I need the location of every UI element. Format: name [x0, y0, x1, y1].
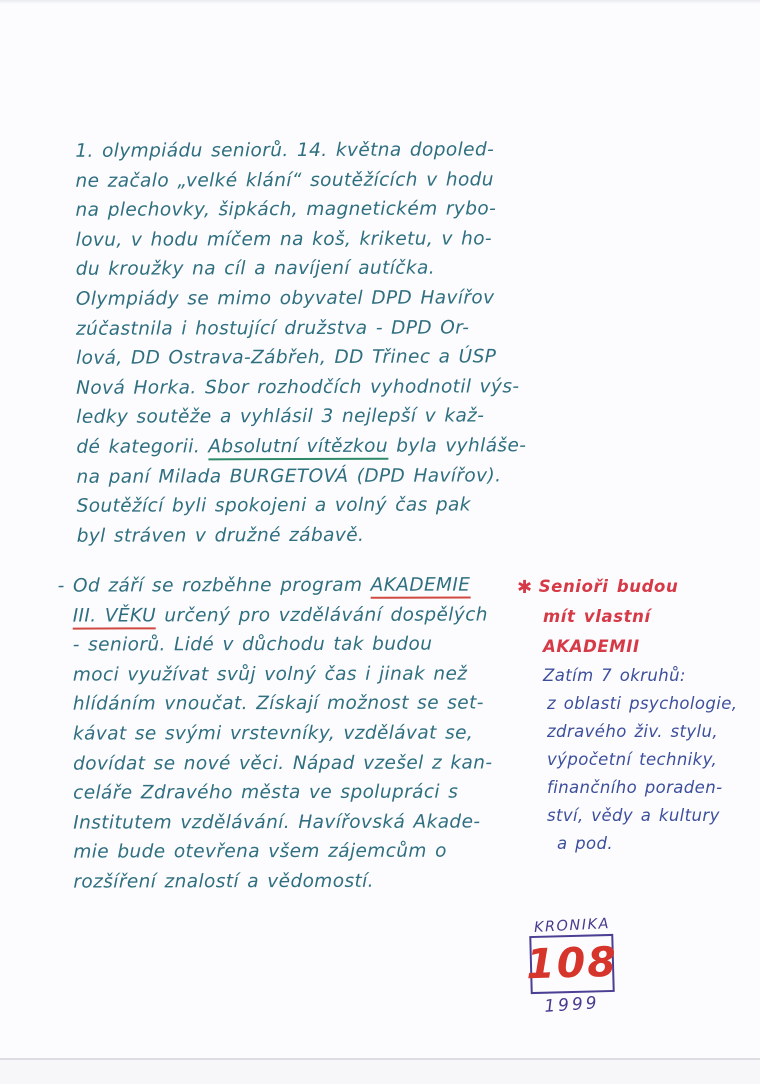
paragraph-olympiad: [75, 135, 536, 551]
handwritten-line: lovu, v hodu míčem na koš, kriketu, v ho-: [75, 228, 493, 251]
paragraph-academy: [58, 570, 529, 897]
line-text: - Od září se rozběhne program: [57, 574, 371, 597]
handwritten-line: 1. olympiádu seniorů. 14. května dopoled-: [75, 139, 495, 162]
handwritten-line: Soutěžící byli spokojeni a volný čas pak: [76, 494, 471, 517]
handwritten-line: hlídáním vnoučat. Získají možnost se set-: [72, 692, 484, 715]
stamp-label: KRONIKA: [533, 916, 611, 936]
handwritten-line: na plechovky, šipkách, magnetickém rybo-: [75, 198, 497, 221]
handwritten-line: rozšíření znalostí a vědomostí.: [73, 870, 374, 893]
handwritten-line: mie bude otevřena všem zájemcům o: [73, 840, 447, 863]
margin-note-red-line: mít vlastní: [543, 607, 651, 626]
stamp-year: 1999: [543, 993, 601, 1017]
margin-note-blue-line: a pod.: [557, 834, 614, 853]
handwritten-line: zúčastnila i hostující družstva - DPD Or-: [75, 316, 470, 340]
stamp-page-number: 108: [525, 937, 619, 988]
margin-note-text: Senioři budou: [538, 577, 679, 596]
margin-note: [517, 572, 752, 858]
handwritten-line: na paní Milada BURGETOVÁ (DPD Havířov).: [76, 464, 502, 488]
asterisk-mark: ✱: [517, 577, 533, 598]
underlined-phrase-akademie: AKADEMIE: [371, 575, 471, 599]
margin-note-blue-line: výpočetní techniky,: [547, 750, 718, 769]
handwritten-line: byl stráven v družné zábavě.: [76, 524, 365, 547]
handwritten-line: Institutem vzdělávání. Havířovská Akade-: [73, 811, 481, 834]
scan-top-edge: [0, 0, 760, 4]
stamp-box: [525, 934, 619, 994]
margin-note-red-line: [517, 572, 752, 602]
underlined-phrase-iii-veku: III. VĚKU: [73, 605, 156, 629]
scan-bottom-edge-area: [0, 1060, 760, 1084]
handwritten-line-akademie: [58, 570, 528, 601]
handwritten-line: moci využívat svůj volný čas i jinak než: [72, 663, 468, 686]
line-text: určený pro vzdělávání dospělých: [156, 604, 488, 626]
margin-note-blue-line: Zatím 7 okruhů:: [543, 666, 686, 685]
line-text: dé kategorii.: [76, 436, 209, 458]
handwritten-line: Olympiády se mimo obyvatel DPD Havířov: [75, 287, 495, 310]
margin-note-blue-line: zdravého živ. stylu,: [547, 722, 719, 741]
handwritten-line-veku: [58, 600, 528, 631]
handwritten-line: ne začalo „velké klání“ soutěžících v hodu: [75, 168, 494, 192]
margin-note-red-line: AKADEMII: [543, 637, 640, 656]
handwritten-line-highlight: [76, 431, 536, 462]
handwritten-line: celáře Zdravého města ve spolupráci s: [73, 781, 459, 804]
handwritten-line: kávat se svými vrstevníky, vzdělávat se,: [72, 722, 474, 745]
underlined-phrase-absolute-winner: Absolutní vítězkou: [208, 436, 388, 461]
handwritten-line: lová, DD Ostrava-Zábřeh, DD Třinec a ÚSP: [76, 346, 497, 369]
margin-note-blue-line: finančního poraden-: [547, 778, 723, 797]
handwritten-line: dovídat se nové věci. Nápad vzešel z kan-: [73, 752, 493, 775]
handwritten-line: du kroužky na cíl a navíjení autíčka.: [75, 257, 436, 281]
margin-note-blue-line: z oblasti psychologie,: [547, 694, 738, 713]
margin-note-blue-line: ství, vědy a kultury: [547, 806, 720, 825]
handwritten-line: Nová Horka. Sbor rozhodčích vyhodnotil výs-: [76, 376, 520, 399]
line-text: byla vyhláše-: [387, 435, 527, 457]
kronika-stamp: [526, 918, 618, 1015]
handwritten-line: ledky soutěže a vyhlásil 3 nejlepší v kaž-: [76, 405, 485, 429]
handwritten-line: - seniorů. Lidé v důchodu tak budou: [72, 633, 433, 656]
